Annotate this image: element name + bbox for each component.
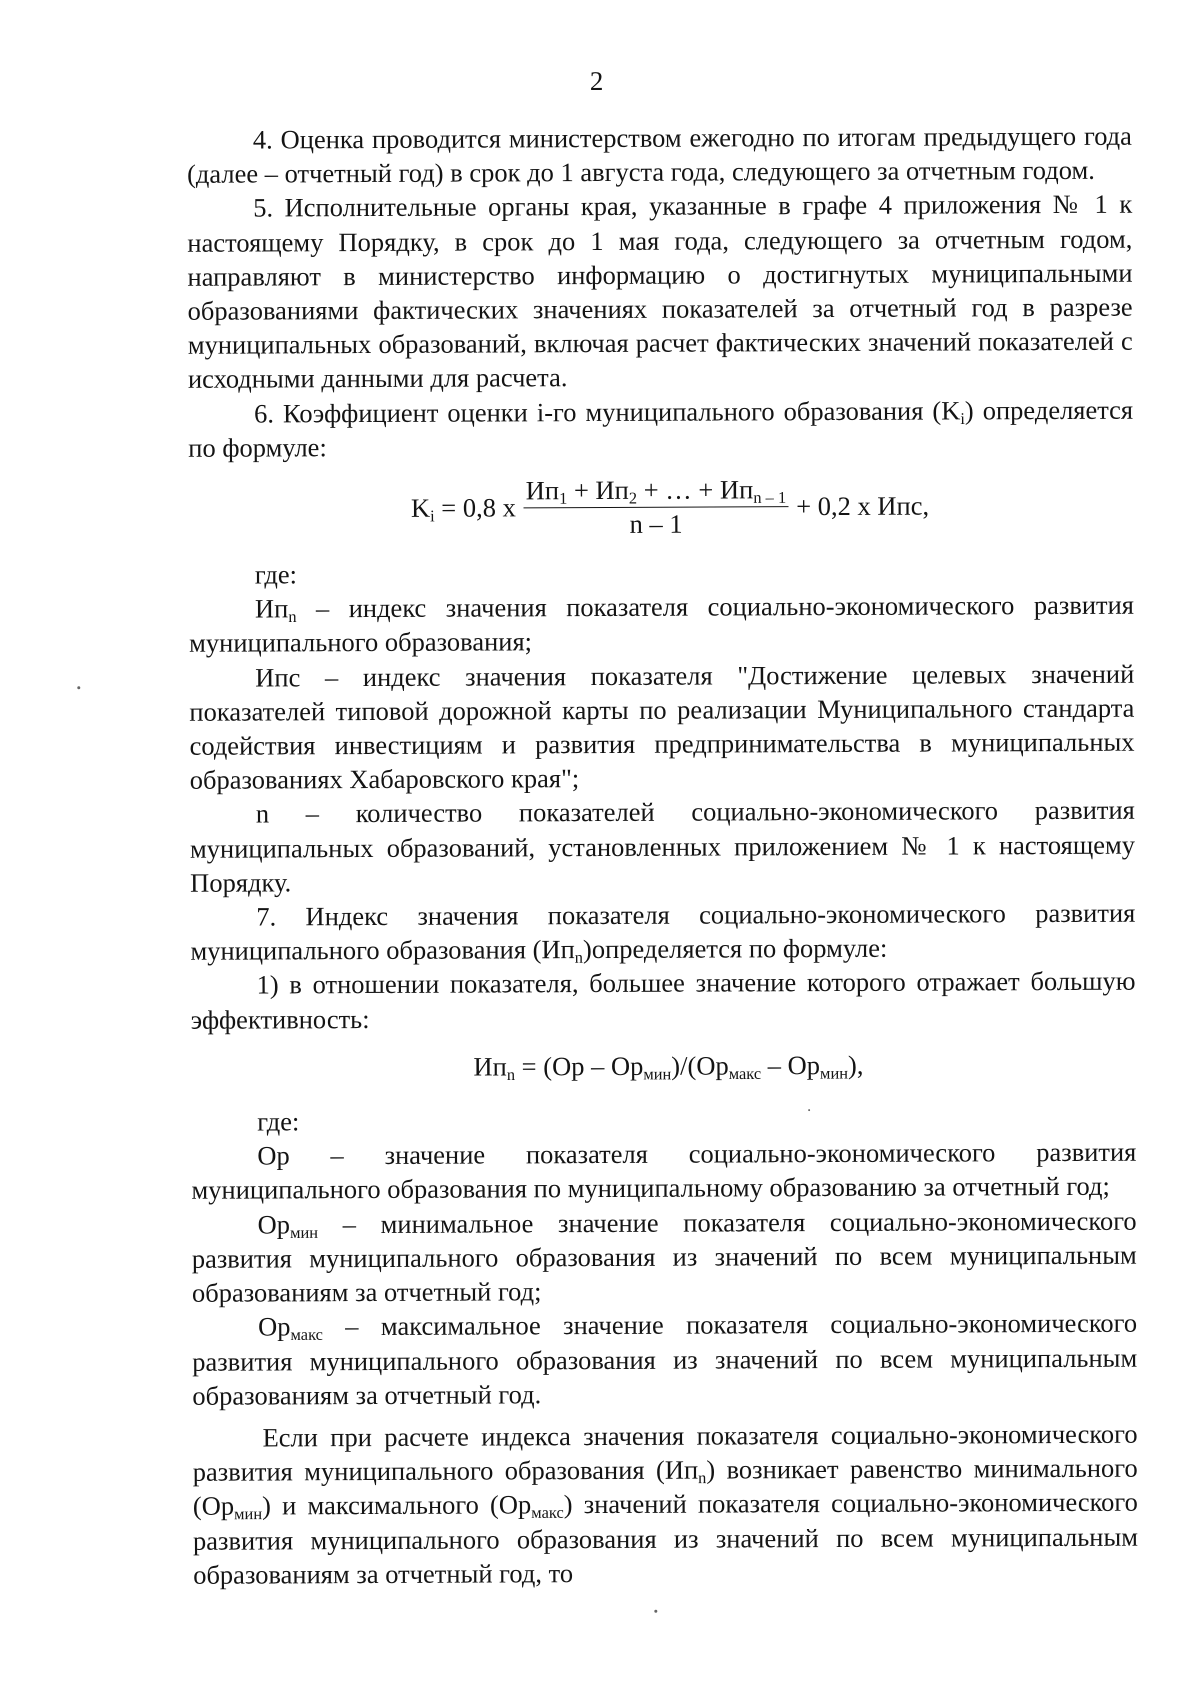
formula-ipn: $Ип_n = (Ор - Ор_{мин})/(Ор_{макс} - Ор_{мин})$,: [473, 1049, 864, 1084]
paragraph-4: 4. Оценка проводится министерством ежегодно по итогам предыдущего года (далее – отчетный год) в срок до 1 августа года, следующего за отчетным годом.: [186, 120, 1132, 189]
paragraph-6: 6. Коэффициент оценки i-го муниципального образования $(K_i)$ определяется по формуле:: [188, 394, 1134, 463]
page-number: 2: [589, 65, 604, 97]
fraction-numerator: $Ип_1 + Ип_2$ + … + $Ип_{n - 1}$: [524, 474, 788, 508]
formula-ki: $K_i = 0,8$ x $\frac{Ип_1 + Ип_2 + \dots + Ип_{n - 1}}{n - 1}$ + 0,2 x Ипс,: [410, 474, 930, 539]
where-label: где:: [254, 559, 298, 590]
scan-speck: [808, 1109, 810, 1111]
document-body: [187, 119, 1138, 1592]
paragraph-7: 7. Индекс значения показателя социально-экономического развития муниципального образования $(Ип_n)определяется$ по формуле:: [190, 897, 1136, 967]
definition-op: Ор – значение показателя социально-экономического развития муниципального образования по муниципальному образованию за отчетный год;: [191, 1136, 1137, 1206]
definition-opmin: $Ор_{мин}$ – минимальное значение показателя социально-экономического развития муниципального образования из значений по всем муниципальным образованиям за отчетный год;: [191, 1205, 1137, 1308]
formula-fraction: [524, 474, 789, 540]
definition-opmax: $Ор_{макс}$ – максимальное значение показателя социально-экономического развития муниципального образования из значений по всем муниципальным образованиям за отчетный год.: [192, 1307, 1138, 1411]
scan-speck: [654, 1610, 657, 1613]
paragraph-5: 5. Исполнительные органы края, указанные в графе 4 приложения № 1 к настоящему Порядку, в срок до 1 мая года, следующего за отчетным годом, направляют в министерство информацию о достигнутых муниципальными образованиями фактических значениях показателей за отчетный год в разрезе муниципальных образований, включая расчет фактических значений показателей с исходными данными для расчета.: [187, 189, 1133, 395]
fraction-denominator: n – 1: [629, 508, 683, 539]
definition-ipn: $Ип_n$ – индекс значения показателя социально-экономического развития муниципального образования;: [189, 589, 1135, 659]
where-label: где:: [257, 1106, 300, 1137]
paragraph-equal-values: Если при расчете индекса значения показателя социально-экономического развития муниципального образования $(Ип_n)$ возникает равенство минимального $(Ор_{мин})$ и максимального $(Ор_{макс})$ значений показателя социально-экономического развития муниципального образования из значений по всем муниципальным образованиям за отчетный год, то: [192, 1418, 1139, 1590]
scan-speck: [77, 686, 80, 689]
paragraph-7-1: 1) в отношении показателя, большее значение которого отражает большую эффективность:: [190, 966, 1136, 1035]
definition-n: n – количество показателей социально-экономического развития муниципальных образований, установленных приложением № 1 к настоящему Порядку.: [189, 795, 1136, 898]
definition-ips: Ипс – индекс значения показателя "Достижение целевых значений показателей типовой дорожной карты по реализации Муниципального стандарта содействия инвестициям и развития предпринимательства в муниципальных образованиях Хабаровского края";: [189, 658, 1135, 796]
